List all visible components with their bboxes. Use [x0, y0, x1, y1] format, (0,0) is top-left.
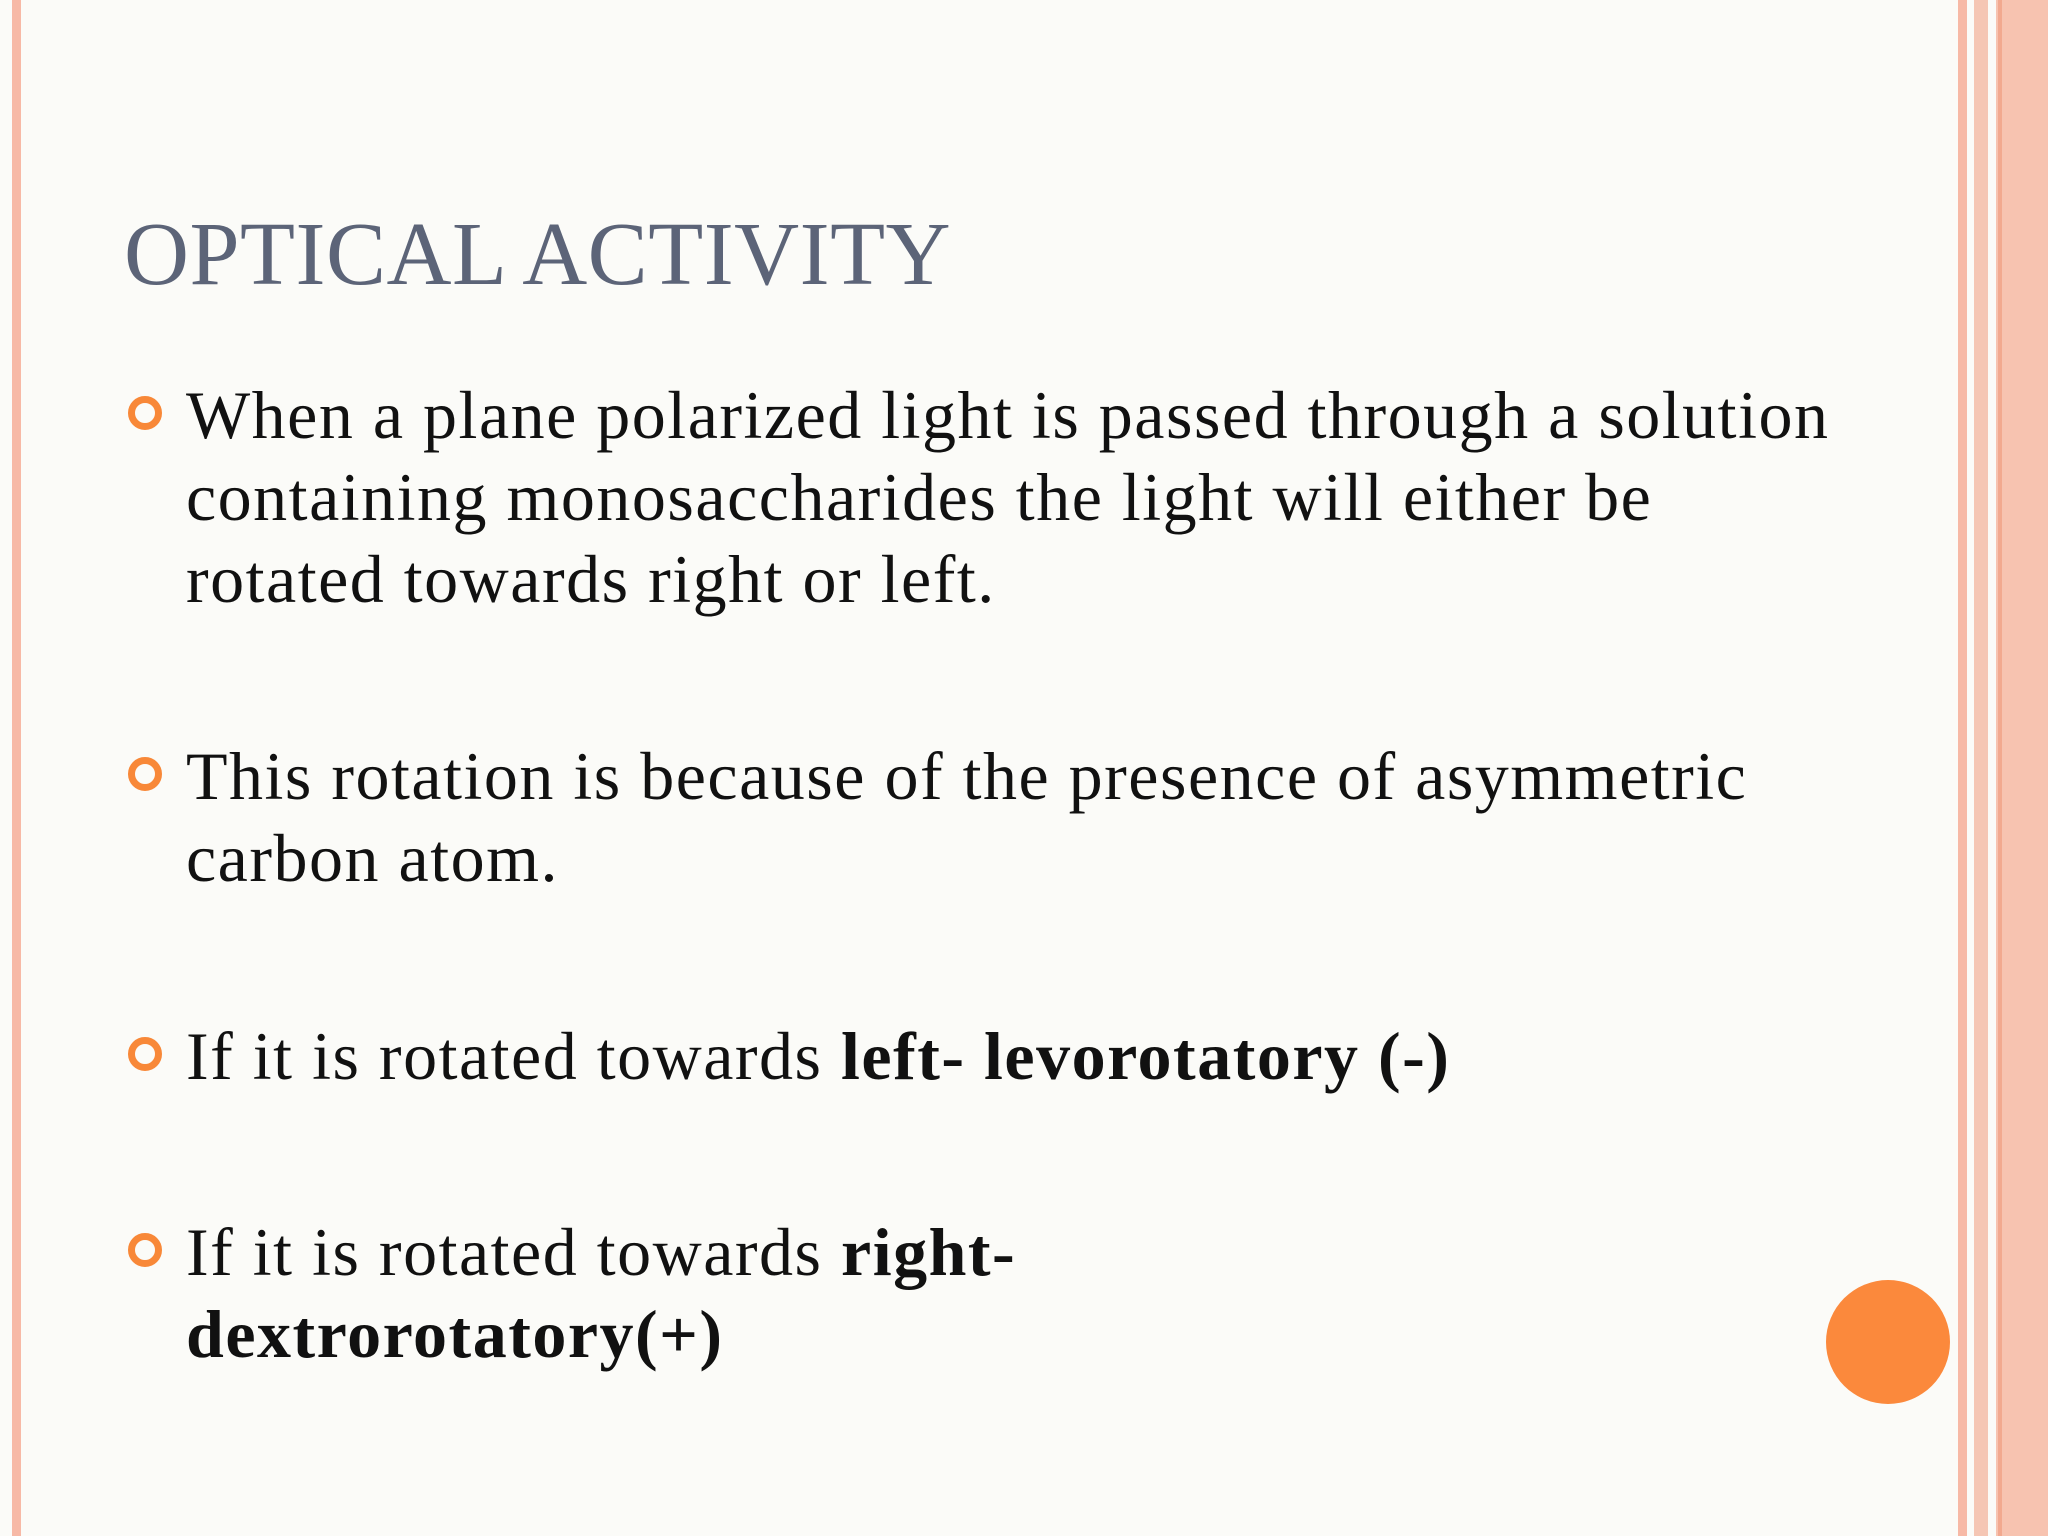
bullet-text: This rotation is because of the presence of asymmetric carbon atom.	[186, 738, 1748, 896]
hollow-circle-bullet-icon	[128, 1233, 162, 1267]
hollow-circle-bullet-icon	[128, 757, 162, 791]
bullet-emphasis: left- levorotatory (-)	[841, 1018, 1451, 1094]
bullet-text	[186, 1015, 1868, 1097]
hollow-circle-bullet-icon	[128, 1037, 162, 1071]
slide-title: OPTICAL ACTIVITY	[124, 205, 952, 304]
orange-circle-icon	[1826, 1280, 1950, 1404]
bullet-text: When a plane polarized light is passed through a solution containing monosaccharides the light will either be rotated towards right or left.	[186, 377, 1830, 617]
bullet-prefix: If it is rotated towards	[186, 1018, 842, 1094]
bullet-prefix: If it is rotated towards	[186, 1214, 842, 1290]
left-border-rule	[12, 0, 21, 1536]
right-border-line	[1998, 0, 2002, 1536]
right-border-band	[1974, 0, 1988, 1536]
bullet-item	[128, 374, 1868, 620]
bullet-item	[128, 735, 1868, 899]
bullet-item	[128, 1015, 1868, 1097]
bullet-text	[186, 1211, 1208, 1375]
hollow-circle-bullet-icon	[128, 396, 162, 430]
right-border-band	[1996, 0, 2048, 1536]
bullet-item	[128, 1211, 1208, 1375]
right-border-band	[1958, 0, 1967, 1536]
bullet-emphasis: right-dextrorotatory(+)	[186, 1214, 1017, 1372]
